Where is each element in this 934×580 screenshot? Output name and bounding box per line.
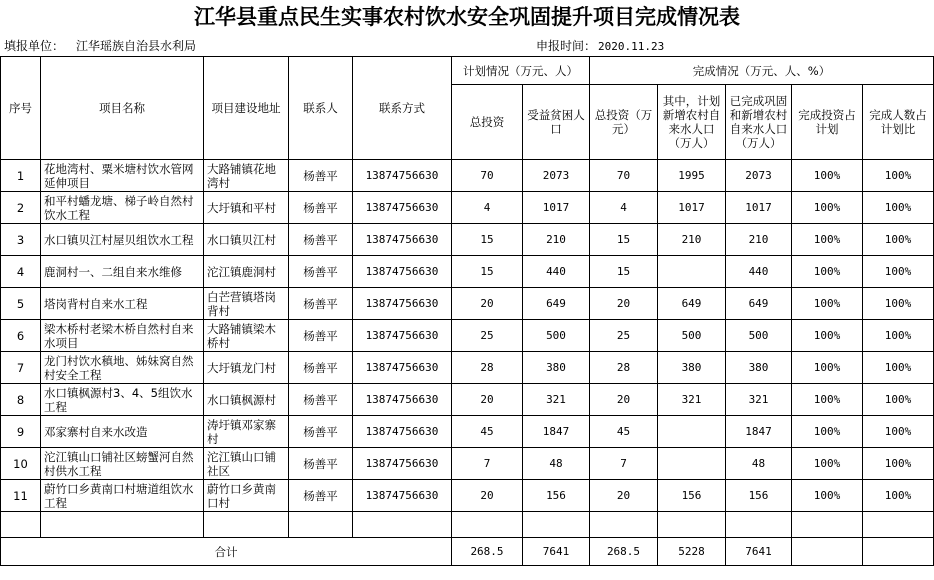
table-row <box>1 480 934 512</box>
header-done: 完成情况（万元、人、%） <box>590 57 934 85</box>
row-address: 蔚竹口乡黄南口村 <box>204 480 289 512</box>
blank-cell <box>726 512 792 538</box>
row-phone: 13874756630 <box>353 448 452 480</box>
row-plan-invest: 15 <box>452 256 523 288</box>
table-row <box>1 352 934 384</box>
row-plan-pop: 1017 <box>523 192 590 224</box>
row-plan-pop: 380 <box>523 352 590 384</box>
row-done-completed-new: 210 <box>726 224 792 256</box>
row-phone: 13874756630 <box>353 256 452 288</box>
row-plan-invest: 15 <box>452 224 523 256</box>
total-label: 合计 <box>1 538 452 566</box>
header-plan-invest: 总投资 <box>452 85 523 160</box>
blank-cell <box>289 512 353 538</box>
row-plan-pop: 48 <box>523 448 590 480</box>
row-seq: 5 <box>1 288 41 320</box>
header-name: 项目名称 <box>41 57 204 160</box>
row-name: 水口镇贝江村屋贝组饮水工程 <box>41 224 204 256</box>
row-phone: 13874756630 <box>353 480 452 512</box>
row-address: 沱江镇山口铺社区 <box>204 448 289 480</box>
row-address: 大圩镇和平村 <box>204 192 289 224</box>
row-plan-pop: 210 <box>523 224 590 256</box>
row-contact: 杨善平 <box>289 320 353 352</box>
row-done-completed-new: 380 <box>726 352 792 384</box>
row-phone: 13874756630 <box>353 320 452 352</box>
blank-cell <box>204 512 289 538</box>
row-plan-pop: 2073 <box>523 160 590 192</box>
row-contact: 杨善平 <box>289 480 353 512</box>
row-pop-ratio: 100% <box>863 224 934 256</box>
header-phone: 联系方式 <box>353 57 452 160</box>
row-done-completed-new: 321 <box>726 384 792 416</box>
row-invest-ratio: 100% <box>792 320 863 352</box>
report-date <box>536 36 664 56</box>
total-done-planned-new: 5228 <box>658 538 726 566</box>
row-invest-ratio: 100% <box>792 416 863 448</box>
row-phone: 13874756630 <box>353 224 452 256</box>
row-done-invest: 20 <box>590 480 658 512</box>
table-row <box>1 448 934 480</box>
row-invest-ratio: 100% <box>792 352 863 384</box>
row-done-completed-new: 1017 <box>726 192 792 224</box>
row-pop-ratio: 100% <box>863 288 934 320</box>
row-done-planned-new: 321 <box>658 384 726 416</box>
table-row <box>1 224 934 256</box>
row-plan-pop: 440 <box>523 256 590 288</box>
row-phone: 13874756630 <box>353 192 452 224</box>
total-plan-pop: 7641 <box>523 538 590 566</box>
header-contact: 联系人 <box>289 57 353 160</box>
report-date-value: 2020.11.23 <box>598 40 665 53</box>
total-plan-invest: 268.5 <box>452 538 523 566</box>
row-address: 大圩镇龙门村 <box>204 352 289 384</box>
row-contact: 杨善平 <box>289 160 353 192</box>
row-name: 龙门村饮水稹地、姊妹窝自然村安全工程 <box>41 352 204 384</box>
row-seq: 11 <box>1 480 41 512</box>
row-done-invest: 15 <box>590 256 658 288</box>
row-address: 大路铺镇花地湾村 <box>204 160 289 192</box>
row-address: 白芒营镇塔岗背村 <box>204 288 289 320</box>
row-invest-ratio: 100% <box>792 160 863 192</box>
total-done-invest: 268.5 <box>590 538 658 566</box>
row-invest-ratio: 100% <box>792 448 863 480</box>
row-invest-ratio: 100% <box>792 224 863 256</box>
row-phone: 13874756630 <box>353 288 452 320</box>
row-done-planned-new <box>658 448 726 480</box>
row-plan-invest: 4 <box>452 192 523 224</box>
row-invest-ratio: 100% <box>792 192 863 224</box>
row-name: 塔岗背村自来水工程 <box>41 288 204 320</box>
row-phone: 13874756630 <box>353 352 452 384</box>
row-address: 水口镇贝江村 <box>204 224 289 256</box>
reporting-unit-label: 填报单位： <box>4 39 65 53</box>
row-phone: 13874756630 <box>353 160 452 192</box>
row-pop-ratio: 100% <box>863 192 934 224</box>
row-done-completed-new: 500 <box>726 320 792 352</box>
row-contact: 杨善平 <box>289 224 353 256</box>
row-pop-ratio: 100% <box>863 416 934 448</box>
row-done-planned-new: 380 <box>658 352 726 384</box>
row-name: 梁木桥村老梁木桥自然村自来水项目 <box>41 320 204 352</box>
row-done-completed-new: 1847 <box>726 416 792 448</box>
header-done-planned-new: 其中，计划新增农村自来水人口（万人） <box>658 85 726 160</box>
row-done-completed-new: 2073 <box>726 160 792 192</box>
row-invest-ratio: 100% <box>792 288 863 320</box>
row-seq: 4 <box>1 256 41 288</box>
row-plan-invest: 28 <box>452 352 523 384</box>
reporting-unit-value: 江华瑶族自治县水利局 <box>76 39 197 53</box>
header-plan: 计划情况（万元、人） <box>452 57 590 85</box>
row-plan-invest: 45 <box>452 416 523 448</box>
row-done-invest: 15 <box>590 224 658 256</box>
reporting-unit <box>4 36 196 56</box>
table-row <box>1 192 934 224</box>
row-plan-invest: 7 <box>452 448 523 480</box>
table-row <box>1 160 934 192</box>
blank-cell <box>1 512 41 538</box>
row-address: 大路铺镇梁木桥村 <box>204 320 289 352</box>
project-table <box>0 56 934 566</box>
header-done-completed-new: 已完成巩固和新增农村自来水人口（万人） <box>726 85 792 160</box>
row-done-completed-new: 156 <box>726 480 792 512</box>
header-pop-ratio: 完成人数占计划比 <box>863 85 934 160</box>
row-phone: 13874756630 <box>353 416 452 448</box>
row-done-invest: 20 <box>590 384 658 416</box>
row-name: 邓家寨村自来水改造 <box>41 416 204 448</box>
row-pop-ratio: 100% <box>863 480 934 512</box>
blank-cell <box>792 512 863 538</box>
header-address: 项目建设地址 <box>204 57 289 160</box>
row-invest-ratio: 100% <box>792 256 863 288</box>
row-done-invest: 4 <box>590 192 658 224</box>
row-done-invest: 28 <box>590 352 658 384</box>
row-pop-ratio: 100% <box>863 256 934 288</box>
blank-cell <box>523 512 590 538</box>
row-plan-pop: 156 <box>523 480 590 512</box>
row-done-invest: 45 <box>590 416 658 448</box>
row-done-planned-new: 156 <box>658 480 726 512</box>
row-phone: 13874756630 <box>353 384 452 416</box>
row-contact: 杨善平 <box>289 352 353 384</box>
row-done-planned-new <box>658 416 726 448</box>
header-invest-ratio: 完成投资占计划 <box>792 85 863 160</box>
table-row <box>1 320 934 352</box>
row-done-planned-new: 649 <box>658 288 726 320</box>
table-row <box>1 384 934 416</box>
row-done-invest: 20 <box>590 288 658 320</box>
blank-cell <box>863 512 934 538</box>
blank-cell <box>452 512 523 538</box>
blank-cell <box>590 512 658 538</box>
row-plan-invest: 20 <box>452 384 523 416</box>
table-row <box>1 288 934 320</box>
row-seq: 3 <box>1 224 41 256</box>
row-plan-pop: 649 <box>523 288 590 320</box>
page-title: 江华县重点民生实事农村饮水安全巩固提升项目完成情况表 <box>194 4 740 29</box>
row-contact: 杨善平 <box>289 192 353 224</box>
blank-cell <box>658 512 726 538</box>
row-done-planned-new: 1995 <box>658 160 726 192</box>
table-row <box>1 416 934 448</box>
row-address: 涛圩镇邓家寨村 <box>204 416 289 448</box>
row-seq: 1 <box>1 160 41 192</box>
row-pop-ratio: 100% <box>863 320 934 352</box>
row-done-invest: 25 <box>590 320 658 352</box>
row-seq: 10 <box>1 448 41 480</box>
row-done-completed-new: 440 <box>726 256 792 288</box>
row-plan-pop: 321 <box>523 384 590 416</box>
row-done-completed-new: 48 <box>726 448 792 480</box>
row-contact: 杨善平 <box>289 256 353 288</box>
row-done-planned-new <box>658 256 726 288</box>
row-done-invest: 70 <box>590 160 658 192</box>
row-seq: 7 <box>1 352 41 384</box>
row-seq: 2 <box>1 192 41 224</box>
row-done-planned-new: 1017 <box>658 192 726 224</box>
total-row <box>1 538 934 566</box>
report-date-label: 申报时间： <box>536 39 597 53</box>
row-plan-invest: 25 <box>452 320 523 352</box>
row-plan-invest: 20 <box>452 480 523 512</box>
row-plan-pop: 500 <box>523 320 590 352</box>
row-plan-pop: 1847 <box>523 416 590 448</box>
row-done-completed-new: 649 <box>726 288 792 320</box>
blank-cell <box>41 512 204 538</box>
row-address: 沱江镇鹿洞村 <box>204 256 289 288</box>
row-name: 蔚竹口乡黄南口村塘道组饮水工程 <box>41 480 204 512</box>
header-done-invest: 总投资（万元） <box>590 85 658 160</box>
row-done-planned-new: 210 <box>658 224 726 256</box>
total-pop-ratio <box>863 538 934 566</box>
header-seq: 序号 <box>1 57 41 160</box>
row-address: 水口镇枫源村 <box>204 384 289 416</box>
total-done-completed-new: 7641 <box>726 538 792 566</box>
row-plan-invest: 70 <box>452 160 523 192</box>
row-pop-ratio: 100% <box>863 384 934 416</box>
table-row <box>1 256 934 288</box>
row-pop-ratio: 100% <box>863 448 934 480</box>
row-name: 沱江镇山口铺社区螃蟹河自然村供水工程 <box>41 448 204 480</box>
row-contact: 杨善平 <box>289 288 353 320</box>
row-name: 花地湾村、粟米塘村饮水管网延伸项目 <box>41 160 204 192</box>
row-name: 鹿洞村一、二组自来水维修 <box>41 256 204 288</box>
row-seq: 8 <box>1 384 41 416</box>
row-contact: 杨善平 <box>289 384 353 416</box>
row-pop-ratio: 100% <box>863 160 934 192</box>
row-contact: 杨善平 <box>289 416 353 448</box>
row-done-invest: 7 <box>590 448 658 480</box>
blank-cell <box>353 512 452 538</box>
row-name: 水口镇枫源村3、4、5组饮水工程 <box>41 384 204 416</box>
row-name: 和平村蟠龙塘、梯子岭自然村饮水工程 <box>41 192 204 224</box>
row-seq: 6 <box>1 320 41 352</box>
row-contact: 杨善平 <box>289 448 353 480</box>
header-plan-pop: 受益贫困人口 <box>523 85 590 160</box>
row-invest-ratio: 100% <box>792 384 863 416</box>
row-done-planned-new: 500 <box>658 320 726 352</box>
row-seq: 9 <box>1 416 41 448</box>
blank-row <box>1 512 934 538</box>
row-pop-ratio: 100% <box>863 352 934 384</box>
total-invest-ratio <box>792 538 863 566</box>
row-plan-invest: 20 <box>452 288 523 320</box>
row-invest-ratio: 100% <box>792 480 863 512</box>
table-body <box>1 160 934 512</box>
